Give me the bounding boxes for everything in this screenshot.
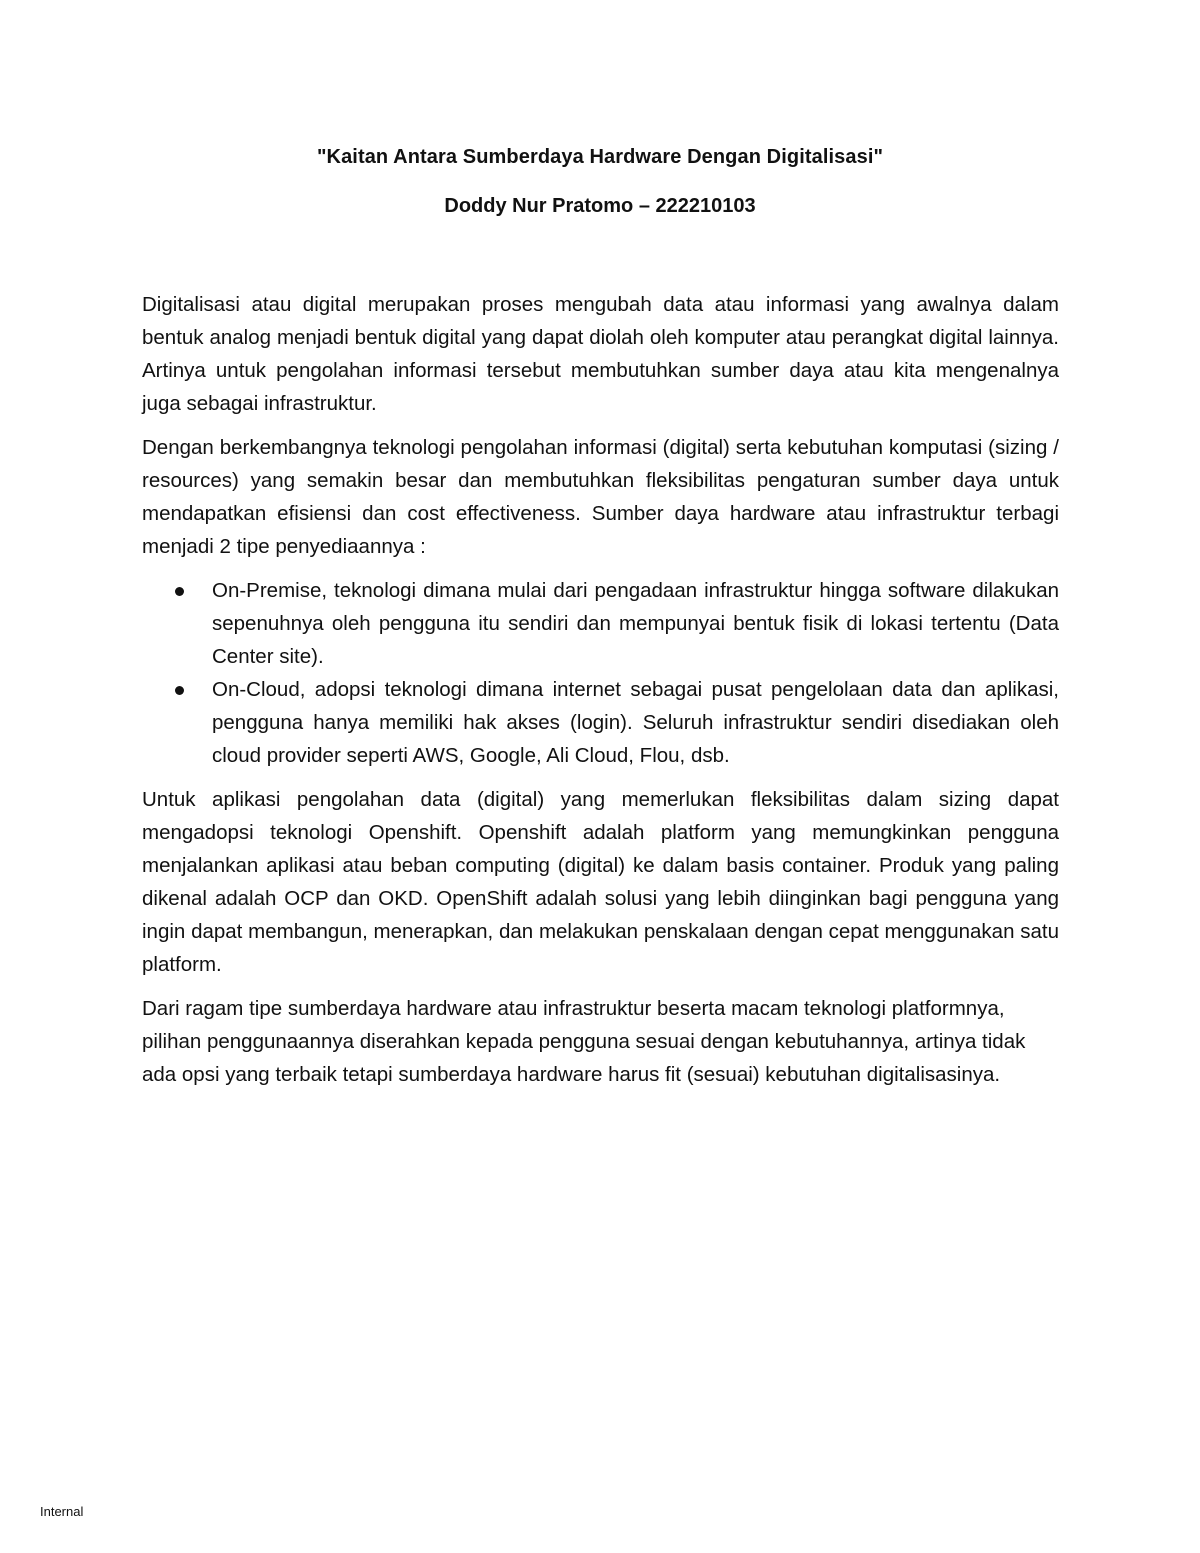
classification-label: Internal bbox=[40, 1504, 84, 1519]
list-item bbox=[212, 574, 1059, 673]
list-item-text: On-Premise, teknologi dimana mulai dari pengadaan infrastruktur hingga software dilakukan sepenuhnya oleh pengguna itu sendiri dan mempunyai bentuk fisik di lokasi tertentu (Data Center site). bbox=[212, 579, 1059, 668]
document-body bbox=[142, 288, 1059, 1102]
bullet-list bbox=[142, 574, 1059, 772]
document-author: Doddy Nur Pratomo – 222210103 bbox=[444, 195, 756, 217]
list-item-text: On-Cloud, adopsi teknologi dimana internet sebagai pusat pengelolaan data dan aplikasi, pengguna hanya memiliki hak akses (login). Seluruh infrastruktur sendiri disediakan oleh cloud provider seperti AWS, Google, Ali Cloud, Flou, dsb. bbox=[212, 678, 1059, 767]
paragraph-development: Dengan berkembangnya teknologi pengolahan informasi (digital) serta kebutuhan komputasi (sizing / resources) yang semakin besar dan membutuhkan fleksibilitas pengaturan sumber daya untuk mendapatkan efisiensi dan cost effectiveness. Sumber daya hardware atau infrastruktur terbagi menjadi 2 tipe penyediaannya : bbox=[142, 436, 1059, 558]
paragraph-openshift: Untuk aplikasi pengolahan data (digital) yang memerlukan fleksibilitas dalam sizing dapat mengadopsi teknologi Openshift. Openshift adalah platform yang memungkinkan pengguna menjalankan aplikasi atau beban computing (digital) ke dalam basis container. Produk yang paling dikenal adalah OCP dan OKD. OpenShift adalah solusi yang lebih diinginkan bagi pengguna yang ingin dapat membangun, menerapkan, dan melakukan penskalaan dengan cepat menggunakan satu platform. bbox=[142, 788, 1059, 976]
document-title: "Kaitan Antara Sumberdaya Hardware Dengan Digitalisasi" bbox=[316, 146, 884, 168]
bullet-icon bbox=[175, 587, 184, 596]
paragraph-conclusion: Dari ragam tipe sumberdaya hardware atau infrastruktur beserta macam teknologi platformnya, pilihan penggunaannya diserahkan kepada pengguna sesuai dengan kebutuhannya, artinya tidak ada opsi yang terbaik tetapi sumberdaya hardware harus fit (sesuai) kebutuhan digitalisasinya. bbox=[142, 997, 1026, 1086]
list-item bbox=[212, 673, 1059, 772]
bullet-icon bbox=[175, 686, 184, 695]
paragraph-intro: Digitalisasi atau digital merupakan proses mengubah data atau informasi yang awalnya dalam bentuk analog menjadi bentuk digital yang dapat diolah oleh komputer atau perangkat digital lainnya. Artinya untuk pengolahan informasi tersebut membutuhkan sumber daya atau kita mengenalnya juga sebagai infrastruktur. bbox=[142, 293, 1059, 415]
